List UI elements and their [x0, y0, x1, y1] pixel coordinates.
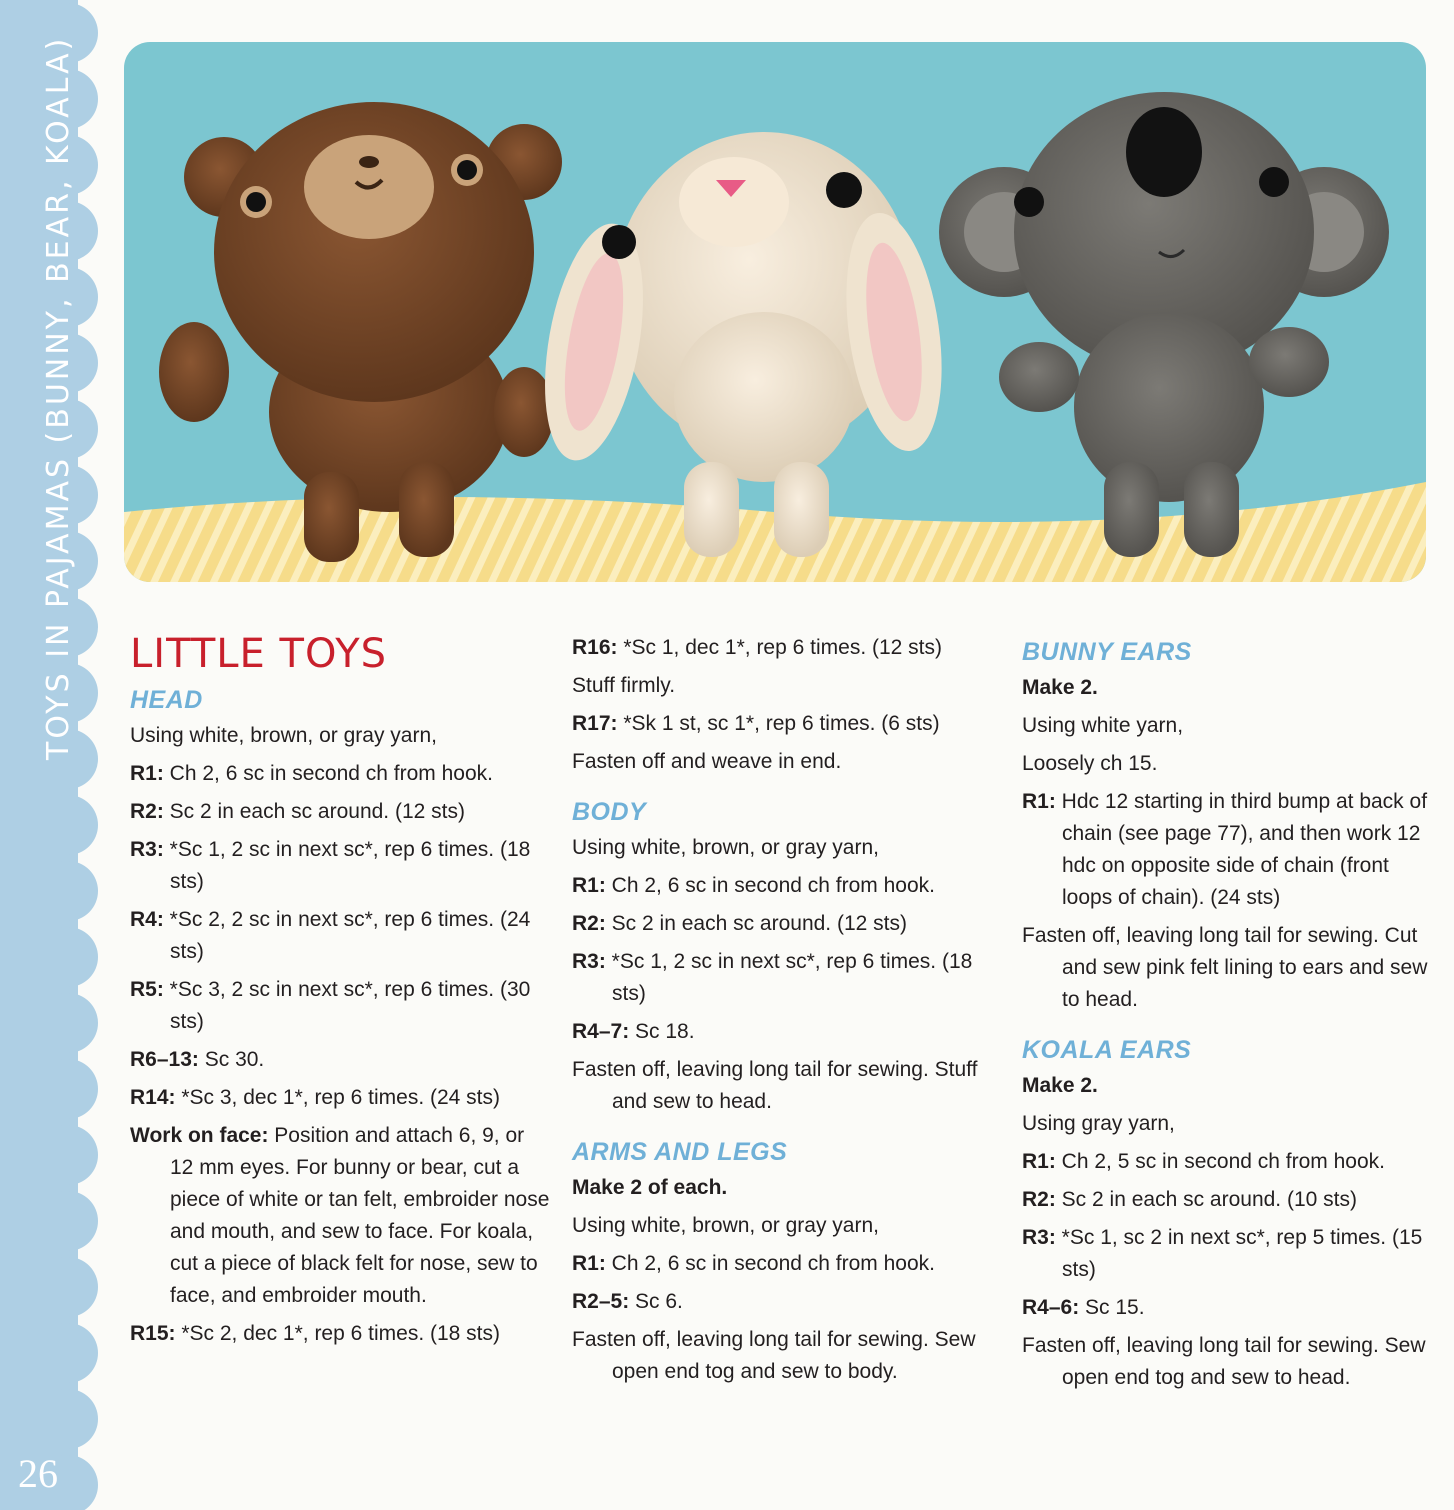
row-text: Using white yarn,	[1022, 714, 1184, 737]
row-text: Sc 6.	[629, 1290, 683, 1313]
section-head-arms-legs: ARMS AND LEGS	[572, 1138, 788, 1166]
row-text: Sc 2 in each sc around. (12 sts)	[163, 800, 465, 823]
row-label: Make 2.	[1022, 676, 1098, 699]
row-text: Fasten off, leaving long tail for sewing. Stuff and sew to head.	[572, 1058, 978, 1113]
scallop	[60, 927, 98, 987]
bunny-ears-instructions	[1022, 672, 1432, 1016]
instruction-line	[1022, 786, 1432, 914]
row-text: Fasten off, leaving long tail for sewing. Cut and sew pink felt lining to ears and sew to head.	[1022, 924, 1428, 1011]
scallop	[60, 1389, 98, 1449]
row-label: R2–5:	[572, 1290, 630, 1313]
instruction-line	[572, 1210, 1002, 1242]
scallop	[60, 1125, 98, 1185]
instruction-line	[1022, 1070, 1432, 1102]
row-text: Sc 30.	[198, 1048, 265, 1071]
scallop	[60, 993, 98, 1053]
instruction-line	[572, 670, 1002, 702]
row-text: Sc 2 in each sc around. (10 sts)	[1055, 1188, 1357, 1211]
row-label: R4–6:	[1022, 1296, 1080, 1319]
row-text: *Sc 3, dec 1*, rep 6 times. (24 sts)	[175, 1086, 500, 1109]
instruction-line	[1022, 920, 1432, 1016]
row-label: Make 2 of each.	[572, 1176, 728, 1199]
instruction-line	[572, 1054, 1002, 1118]
instruction-line	[572, 870, 1002, 902]
row-label: R1:	[1022, 1150, 1056, 1173]
instruction-line	[130, 904, 550, 968]
instruction-line	[1022, 1184, 1432, 1216]
scallop	[60, 1257, 98, 1317]
row-label: R3:	[1022, 1226, 1056, 1249]
koala-ears-instructions	[1022, 1070, 1432, 1394]
row-text: Sc 15.	[1079, 1296, 1145, 1319]
row-label: Make 2.	[1022, 1074, 1098, 1097]
row-label: R1:	[572, 874, 606, 897]
instruction-line	[1022, 1292, 1432, 1324]
instruction-line	[572, 946, 1002, 1010]
row-text: Fasten off and weave in end.	[572, 750, 842, 773]
row-text: Using white, brown, or gray yarn,	[130, 724, 437, 747]
instruction-line	[1022, 672, 1432, 704]
row-text: Loosely ch 15.	[1022, 752, 1158, 775]
row-text: Ch 2, 6 sc in second ch from hook.	[163, 762, 494, 785]
instruction-line	[1022, 1146, 1432, 1178]
section-head-head: HEAD	[130, 686, 203, 714]
instruction-line	[572, 708, 1002, 740]
row-label: R1:	[130, 762, 164, 785]
scallop	[60, 1455, 98, 1510]
instruction-line	[130, 834, 550, 898]
row-label: R3:	[130, 838, 164, 861]
instruction-line	[130, 1044, 550, 1076]
row-text: *Sc 2, dec 1*, rep 6 times. (18 sts)	[175, 1322, 500, 1345]
instruction-line	[572, 832, 1002, 864]
scallop	[60, 861, 98, 921]
row-label: R1:	[572, 1252, 606, 1275]
scallop	[60, 1191, 98, 1251]
row-text: Sc 18.	[629, 1020, 695, 1043]
instruction-line	[130, 720, 550, 752]
column-3	[1022, 628, 1432, 1400]
section-head-koala-ears: KOALA EARS	[1022, 1036, 1192, 1064]
instruction-line	[572, 1248, 1002, 1280]
scallop	[60, 795, 98, 855]
instruction-line	[130, 758, 550, 790]
row-label: R1:	[1022, 790, 1056, 813]
instruction-line	[1022, 710, 1432, 742]
section-head-body: BODY	[572, 798, 647, 826]
row-text: Ch 2, 6 sc in second ch from hook.	[605, 1252, 936, 1275]
instruction-line	[130, 1082, 550, 1114]
row-text: Using white, brown, or gray yarn,	[572, 836, 879, 859]
section-head-bunny-ears: BUNNY EARS	[1022, 638, 1192, 666]
row-text: *Sc 1, dec 1*, rep 6 times. (12 sts)	[617, 636, 942, 659]
row-text: *Sk 1 st, sc 1*, rep 6 times. (6 sts)	[617, 712, 940, 735]
row-label: R14:	[130, 1086, 176, 1109]
instruction-line	[130, 1318, 550, 1350]
row-text: Position and attach 6, 9, or 12 mm eyes. For bunny or bear, cut a piece of white or tan felt, embroider nose and mouth, and sew to face. For koala, cut a piece of black felt for nose, sew to face, and embroider mouth.	[170, 1124, 550, 1307]
instruction-line	[572, 1016, 1002, 1048]
instruction-line	[572, 1172, 1002, 1204]
instruction-line	[1022, 1222, 1432, 1286]
scallop	[60, 1059, 98, 1119]
row-text: Using gray yarn,	[1022, 1112, 1175, 1135]
row-text: Hdc 12 starting in third bump at back of chain (see page 77), and then work 12 hdc on opposite side of chain (front loops of chain). (24 sts)	[1055, 790, 1428, 909]
page-title: LITTLE TOYS	[130, 631, 388, 677]
instruction-line	[572, 746, 1002, 778]
row-label: R3:	[572, 950, 606, 973]
row-label: R16:	[572, 636, 618, 659]
row-label: R2:	[572, 912, 606, 935]
instruction-line	[1022, 748, 1432, 780]
row-label: R4–7:	[572, 1020, 630, 1043]
row-label: Work on face:	[130, 1124, 269, 1147]
row-text: *Sc 3, 2 sc in next sc*, rep 6 times. (30 sts)	[163, 978, 531, 1033]
column-2	[572, 632, 1002, 1394]
column-1	[130, 620, 550, 1356]
row-label: R2:	[1022, 1188, 1056, 1211]
instruction-line	[572, 1286, 1002, 1318]
page-number: 26	[18, 1451, 58, 1496]
row-label: R6–13:	[130, 1048, 199, 1071]
row-label: R15:	[130, 1322, 176, 1345]
instruction-line	[1022, 1330, 1432, 1394]
instruction-line	[130, 974, 550, 1038]
arms-legs-instructions	[572, 1172, 1002, 1388]
row-text: Ch 2, 5 sc in second ch from hook.	[1055, 1150, 1386, 1173]
running-header: TOYS IN PAJAMAS (BUNNY, BEAR, KOALA)	[41, 35, 76, 760]
instruction-line	[572, 1324, 1002, 1388]
instruction-line	[572, 632, 1002, 664]
instruction-line	[130, 1120, 550, 1312]
row-text: Fasten off, leaving long tail for sewing. Sew open end tog and sew to body.	[572, 1328, 976, 1383]
row-text: *Sc 1, 2 sc in next sc*, rep 6 times. (18 sts)	[163, 838, 531, 893]
row-label: R2:	[130, 800, 164, 823]
toys-photo	[124, 42, 1426, 582]
row-text: Sc 2 in each sc around. (12 sts)	[605, 912, 907, 935]
row-label: R17:	[572, 712, 618, 735]
instruction-line	[572, 908, 1002, 940]
instruction-line	[130, 796, 550, 828]
row-text: *Sc 2, 2 sc in next sc*, rep 6 times. (24 sts)	[163, 908, 531, 963]
body-instructions	[572, 832, 1002, 1118]
instruction-line	[1022, 1108, 1432, 1140]
row-text: *Sc 1, sc 2 in next sc*, rep 5 times. (15 sts)	[1055, 1226, 1423, 1281]
row-label: R5:	[130, 978, 164, 1001]
row-text: Stuff firmly.	[572, 674, 676, 697]
row-text: Using white, brown, or gray yarn,	[572, 1214, 879, 1237]
row-text: Ch 2, 6 sc in second ch from hook.	[605, 874, 936, 897]
head-instructions-continued	[572, 632, 1002, 778]
head-instructions	[130, 720, 550, 1350]
row-text: *Sc 1, 2 sc in next sc*, rep 6 times. (18 sts)	[605, 950, 973, 1005]
scallop	[60, 1323, 98, 1383]
row-text: Fasten off, leaving long tail for sewing. Sew open end tog and sew to head.	[1022, 1334, 1426, 1389]
row-label: R4:	[130, 908, 164, 931]
